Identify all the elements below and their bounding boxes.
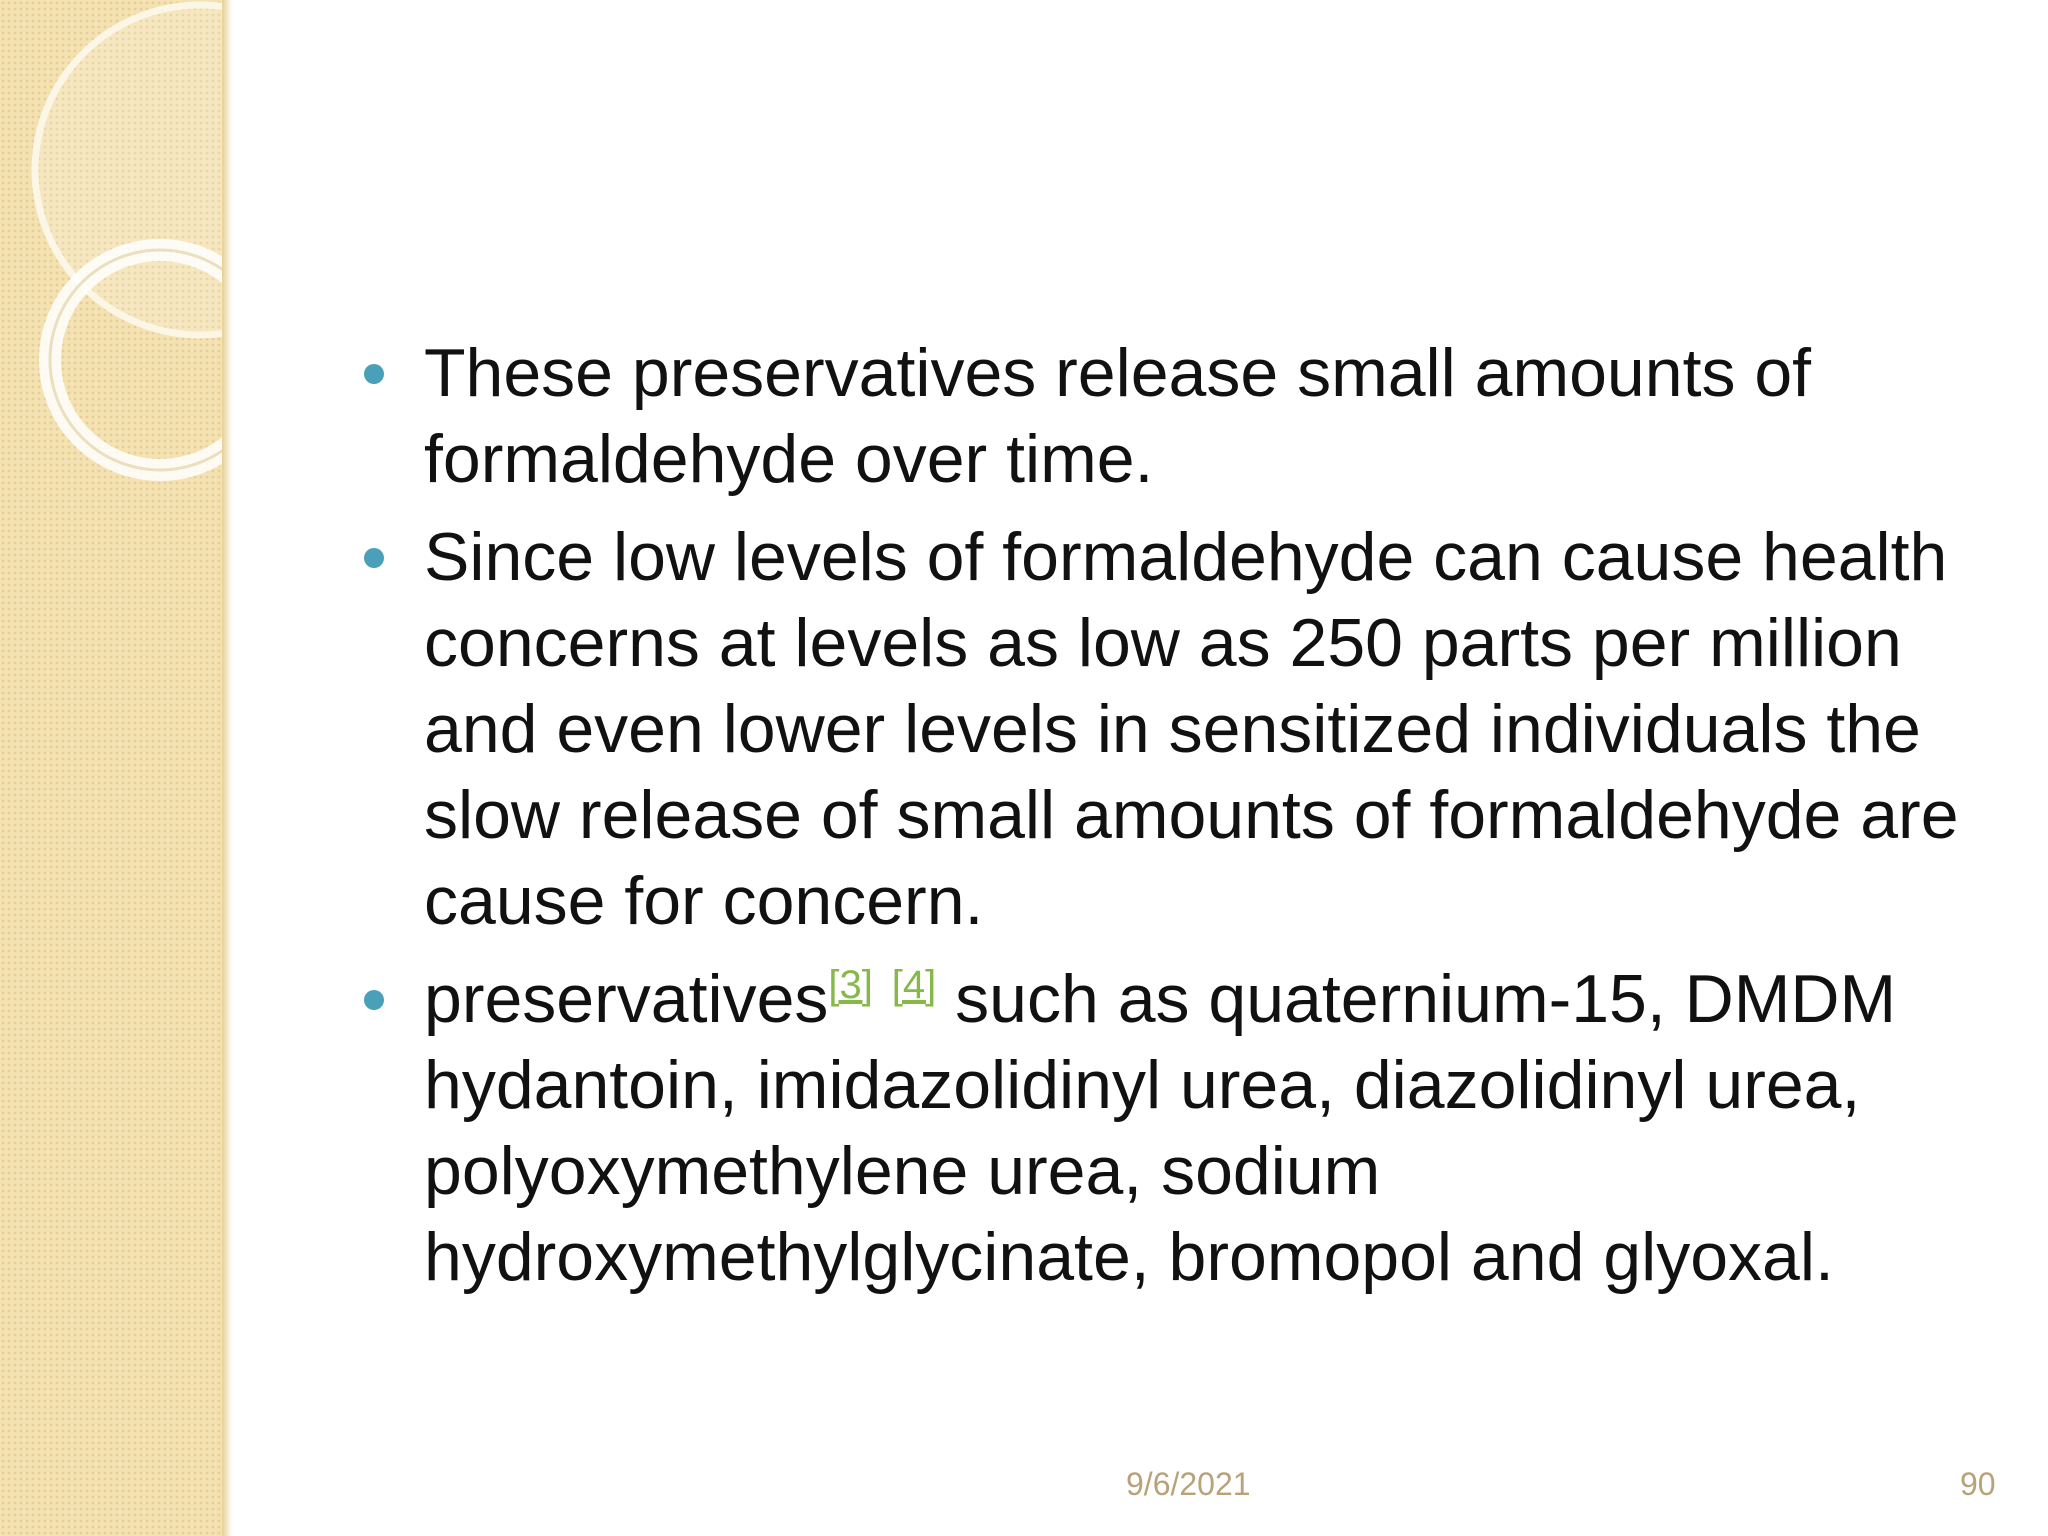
decorative-sidebar: [0, 0, 228, 1536]
sidebar-edge: [222, 0, 232, 1536]
bullet-list: [360, 330, 2000, 1300]
bullet-text: such as quaternium-15, DMDM hydantoin, imidazolidinyl urea, diazolidinyl urea, polyoxymethylene urea, sodium hydroxymethylglycinate, bromopol and glyoxal.: [424, 961, 1897, 1295]
slide-body: [360, 330, 2000, 1312]
bullet-dot-icon: [364, 364, 384, 384]
footer-date: 9/6/2021: [1126, 1466, 1251, 1502]
bullet-text: These preservatives release small amounts of formaldehyde over time.: [424, 335, 1812, 497]
footer-page-number: 90: [1960, 1466, 1996, 1502]
bullet-item: [360, 330, 2000, 502]
bullet-dot-icon: [364, 548, 384, 568]
citation-link[interactable]: [3]: [828, 963, 873, 1007]
citation-link[interactable]: [4]: [891, 963, 937, 1007]
bullet-lead-text: preservatives: [424, 961, 829, 1037]
decorative-rings-graphic: [0, 0, 228, 520]
bullet-item: [360, 514, 2000, 944]
bullet-dot-icon: [364, 990, 384, 1010]
bullet-text: Since low levels of formaldehyde can cause health concerns at levels as low as 250 parts per million and even lower levels in sensitized individuals the slow release of small amounts of formaldehyde are cause for concern.: [424, 519, 1959, 939]
bullet-item: [360, 956, 2000, 1300]
